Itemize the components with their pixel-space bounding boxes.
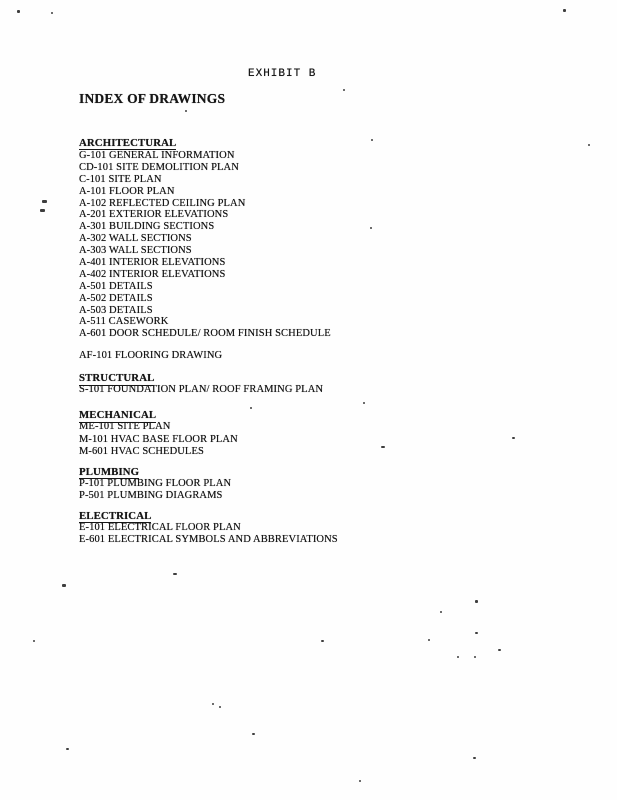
drawing-list-item: A-502 DETAILS: [79, 292, 153, 304]
scan-speck: [475, 600, 478, 603]
drawing-list-item: A-102 REFLECTED CEILING PLAN: [79, 197, 246, 209]
drawing-list-item: A-601 DOOR SCHEDULE/ ROOM FINISH SCHEDULE: [79, 328, 331, 340]
scan-speck: [370, 227, 372, 229]
drawing-list-item: A-301 BUILDING SECTIONS: [79, 221, 215, 233]
scan-speck: [440, 611, 442, 613]
scan-speck: [457, 656, 459, 658]
drawing-list-item: A-303 WALL SECTIONS: [79, 245, 192, 257]
drawing-list-item: C-101 SITE PLAN: [79, 173, 162, 185]
scan-speck: [474, 656, 476, 658]
section-heading-electrical: ELECTRICAL: [79, 509, 152, 522]
scan-speck: [17, 10, 20, 13]
drawing-list-item: A-201 EXTERIOR ELEVATIONS: [79, 209, 229, 221]
scan-speck: [42, 200, 47, 203]
drawing-list-item: P-501 PLUMBING DIAGRAMS: [79, 490, 223, 502]
section-heading-architectural: ARCHITECTURAL: [79, 136, 177, 149]
drawing-list-item: P-101 PLUMBING FLOOR PLAN: [79, 477, 232, 489]
section-heading-structural: STRUCTURAL: [79, 372, 155, 384]
scan-speck: [219, 706, 221, 708]
section-heading-plumbing: PLUMBING: [79, 465, 140, 478]
scan-speck: [473, 757, 476, 759]
drawing-list-item: A-401 INTERIOR ELEVATIONS: [79, 257, 226, 269]
scan-speck: [563, 9, 566, 12]
drawing-list-item: ME-101 SITE PLAN: [79, 421, 171, 433]
scan-speck: [66, 748, 69, 750]
scan-speck: [51, 12, 53, 14]
section-architectural: [79, 137, 331, 341]
scan-speck: [428, 639, 430, 641]
section-electrical: [79, 510, 338, 547]
drawing-list-item: M-601 HVAC SCHEDULES: [79, 445, 204, 457]
drawing-list-item: A-402 INTERIOR ELEVATIONS: [79, 268, 226, 280]
section-structural: [79, 372, 323, 397]
scan-speck: [588, 144, 590, 146]
scan-speck: [40, 209, 45, 212]
scan-speck: [185, 110, 187, 112]
drawing-list-item: CD-101 SITE DEMOLITION PLAN: [79, 161, 239, 173]
exhibit-label: EXHIBIT B: [248, 68, 317, 80]
scan-speck: [33, 640, 35, 642]
scan-speck: [343, 89, 345, 91]
scan-speck: [62, 584, 66, 587]
scan-speck: [252, 733, 255, 735]
scan-speck: [321, 640, 324, 642]
section-flooring: [79, 350, 222, 362]
drawing-list-item: S-101 FOUNDATION PLAN/ ROOF FRAMING PLAN: [79, 384, 324, 396]
scan-speck: [475, 632, 478, 634]
scan-speck: [363, 402, 365, 404]
scan-speck: [381, 446, 385, 448]
drawing-list-item: M-101 HVAC BASE FLOOR PLAN: [79, 433, 238, 445]
page-title: INDEX OF DRAWINGS: [79, 91, 226, 106]
drawing-list-item: E-601 ELECTRICAL SYMBOLS AND ABBREVIATIONS: [79, 534, 338, 546]
drawing-list-item: A-503 DETAILS: [79, 304, 153, 316]
scan-speck: [173, 573, 177, 575]
scan-speck: [212, 703, 214, 705]
drawing-list-item: A-302 WALL SECTIONS: [79, 233, 192, 245]
drawing-list-item: A-501 DETAILS: [79, 280, 153, 292]
drawing-list-item: A-101 FLOOR PLAN: [79, 185, 175, 197]
section-plumbing: [79, 466, 231, 503]
scan-speck: [250, 407, 252, 409]
drawing-list-item: A-511 CASEWORK: [79, 316, 169, 328]
scan-speck: [359, 780, 361, 782]
drawing-list-item: AF-101 FLOORING DRAWING: [79, 350, 223, 361]
scan-speck: [371, 139, 373, 141]
section-mechanical: [79, 409, 238, 458]
scan-speck: [512, 437, 515, 439]
drawing-list-item: G-101 GENERAL INFORMATION: [79, 150, 235, 161]
drawing-list-item: E-101 ELECTRICAL FLOOR PLAN: [79, 521, 241, 533]
scan-speck: [498, 649, 501, 651]
section-heading-mechanical: MECHANICAL: [79, 409, 157, 421]
